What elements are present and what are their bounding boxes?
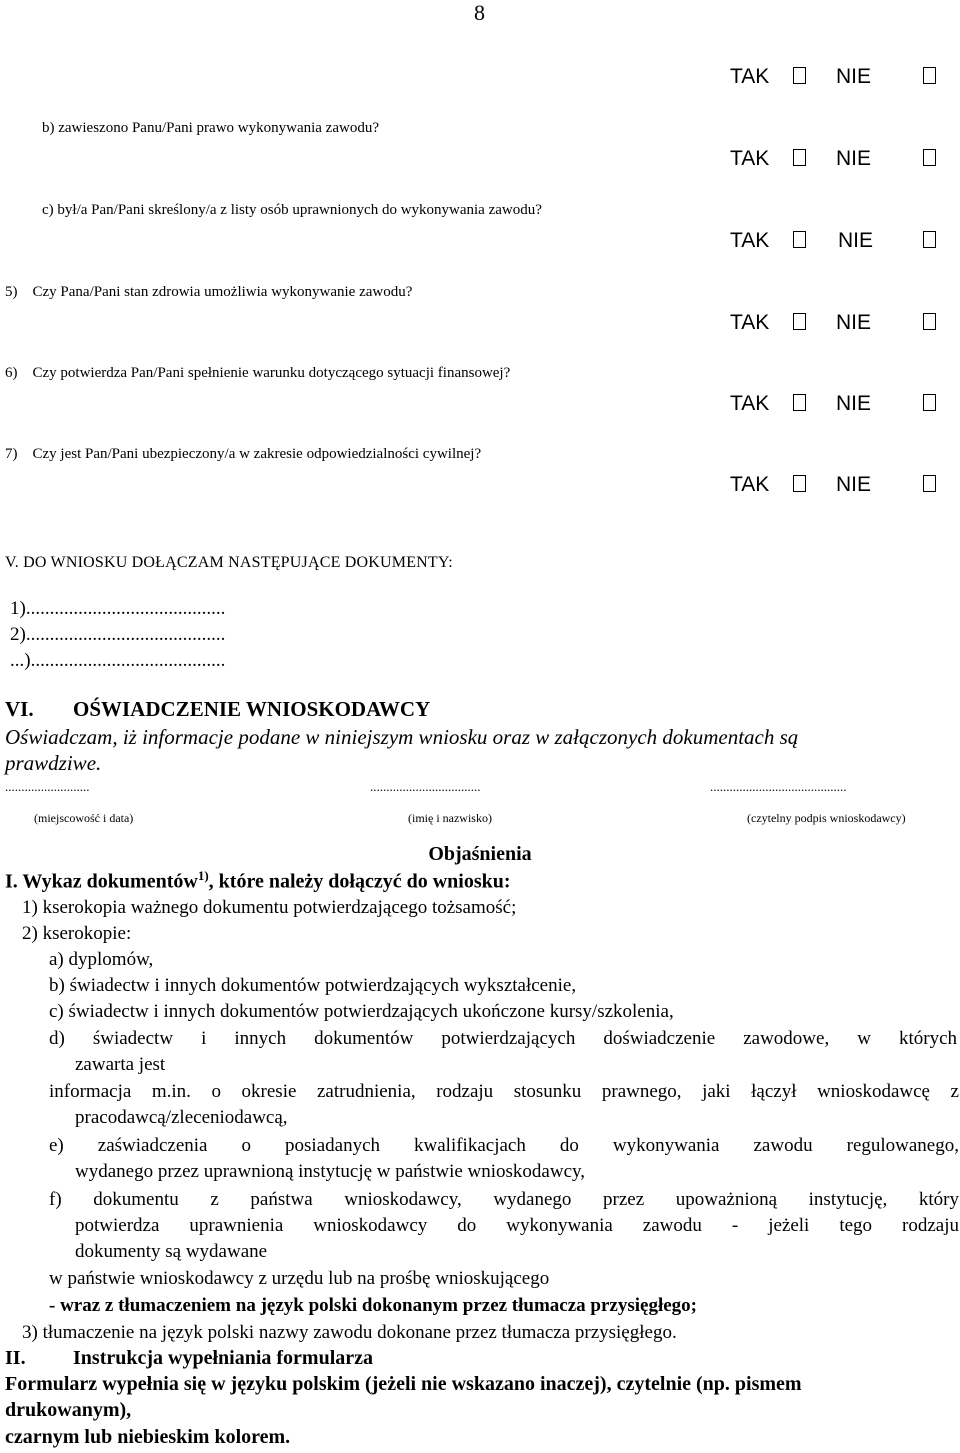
caption-place-date: (miejscowość i data) bbox=[34, 811, 134, 825]
yes-checkbox[interactable] bbox=[793, 394, 806, 411]
item-2d-line-4: pracodawcą/zleceniodawcą, bbox=[75, 1107, 288, 1128]
yes-label: TAK bbox=[730, 65, 770, 88]
explanations-title: Objaśnienia bbox=[428, 843, 532, 865]
yes-label: TAK bbox=[730, 392, 770, 415]
item-2c: c) świadectw i innych dokumentów potwierdzających ukończone kursy/szkolenia, bbox=[49, 1001, 674, 1022]
no-label: NIE bbox=[835, 473, 871, 496]
question-7: 7) Czy jest Pan/Pani ubezpieczony/a w zakresie odpowiedzialności cywilnej? bbox=[5, 446, 482, 462]
item-2f-line-1: f) dokumentu z państwa wnioskodawcy, wydanego przez upoważnioną instytucję, który bbox=[49, 1189, 959, 1210]
instructions-number: II. bbox=[5, 1347, 26, 1369]
no-label: NIE bbox=[835, 147, 871, 170]
yes-no-row-4 bbox=[730, 311, 936, 335]
document-line-2[interactable]: 2).......................................... bbox=[10, 624, 226, 645]
documents-list-heading: I. Wykaz dokumentów$^{1)}$, które należy dołączyć do wniosku: bbox=[5, 868, 511, 893]
no-checkbox[interactable] bbox=[923, 67, 936, 84]
document-line-more[interactable]: ...)......................................... bbox=[10, 650, 226, 671]
item-2: 2) kserokopie: bbox=[22, 923, 132, 944]
question-6: 6) Czy potwierdza Pan/Pani spełnienie warunku dotyczącego sytuacji finansowej? bbox=[5, 365, 511, 381]
yes-label: TAK bbox=[730, 311, 770, 334]
yes-no-row-3 bbox=[730, 229, 936, 253]
yes-checkbox[interactable] bbox=[793, 231, 806, 248]
caption-signature: (czytelny podpis wnioskodawcy) bbox=[747, 811, 906, 825]
question-b: b) zawieszono Panu/Pani prawo wykonywania zawodu? bbox=[42, 120, 379, 136]
no-label: NIE bbox=[835, 311, 871, 334]
question-c: c) był/a Pan/Pani skreślony/a z listy osób uprawnionych do wykonywania zawodu? bbox=[42, 202, 542, 218]
yes-no-row-6 bbox=[730, 473, 936, 497]
yes-label: TAK bbox=[730, 473, 770, 496]
yes-label: TAK bbox=[730, 229, 770, 252]
no-label: NIE bbox=[835, 65, 871, 88]
signature-line[interactable]: .......................................... bbox=[710, 779, 847, 794]
item-2f-line-3: dokumenty są wydawane bbox=[75, 1241, 268, 1262]
statement-line-1: Oświadczam, iż informacje podane w niniejszym wniosku oraz w załączonych dokumentach są bbox=[5, 725, 799, 749]
instructions-line-1: Formularz wypełnia się w języku polskim (jeżeli nie wskazano inaczej), czytelnie (np. pismem bbox=[5, 1373, 802, 1395]
document-line-1[interactable]: 1).......................................... bbox=[10, 598, 226, 619]
section-vi-number: VI. bbox=[5, 697, 34, 721]
question-5: 5) Czy Pana/Pani stan zdrowia umożliwia wykonywanie zawodu? bbox=[5, 284, 413, 300]
yes-checkbox[interactable] bbox=[793, 67, 806, 84]
item-2d-line-2: zawarta jest bbox=[75, 1054, 166, 1075]
section-v-heading: V. DO WNIOSKU DOŁĄCZAM NASTĘPUJĄCE DOKUMENTY: bbox=[5, 554, 453, 571]
no-checkbox[interactable] bbox=[923, 313, 936, 330]
no-checkbox[interactable] bbox=[923, 231, 936, 248]
no-checkbox[interactable] bbox=[923, 475, 936, 492]
item-2e-line-1: e) zaświadczenia o posiadanych kwalifikacjach do wykonywania zawodu regulowanego, bbox=[49, 1135, 959, 1156]
item-3: 3) tłumaczenie na język polski nazwy zawodu dokonane przez tłumacza przysięgłego. bbox=[22, 1322, 677, 1343]
no-checkbox[interactable] bbox=[923, 394, 936, 411]
no-label: NIE bbox=[837, 229, 873, 252]
no-label: NIE bbox=[835, 392, 871, 415]
yes-no-row-2 bbox=[730, 147, 936, 171]
yes-checkbox[interactable] bbox=[793, 475, 806, 492]
place-date-line[interactable]: .......................... bbox=[5, 779, 90, 794]
no-checkbox[interactable] bbox=[923, 149, 936, 166]
item-2f-line-2: potwierdza uprawnienia wnioskodawcy do wykonywania zawodu - jeżeli tego rodzaju bbox=[75, 1215, 959, 1236]
item-2f-line-4: w państwie wnioskodawcy z urzędu lub na prośbę wnioskującego bbox=[49, 1268, 550, 1289]
item-2-translation-note: - wraz z tłumaczeniem na język polski dokonanym przez tłumacza przysięgłego; bbox=[49, 1295, 698, 1316]
section-vi-heading: OŚWIADCZENIE WNIOSKODAWCY bbox=[73, 697, 431, 721]
item-1: 1) kserokopia ważnego dokumentu potwierdzającego tożsamość; bbox=[22, 897, 517, 918]
yes-no-row-5 bbox=[730, 392, 936, 416]
instructions-heading: Instrukcja wypełniania formularza bbox=[73, 1347, 373, 1369]
caption-name: (imię i nazwisko) bbox=[408, 811, 492, 825]
item-2b: b) świadectw i innych dokumentów potwierdzających wykształcenie, bbox=[49, 975, 577, 996]
yes-label: TAK bbox=[730, 147, 770, 170]
page-number: 8 bbox=[474, 0, 485, 25]
item-2a: a) dyplomów, bbox=[49, 949, 154, 970]
item-2d-line-1: d) świadectw i innych dokumentów potwierdzających doświadczenie zawodowe, w których bbox=[49, 1028, 957, 1049]
name-line[interactable]: .................................. bbox=[370, 779, 481, 794]
statement-line-2: prawdziwe. bbox=[5, 751, 102, 775]
yes-no-row-1 bbox=[730, 65, 936, 89]
item-2e-line-2: wydanego przez uprawnioną instytucję w państwie wnioskodawcy, bbox=[75, 1161, 586, 1182]
yes-checkbox[interactable] bbox=[793, 149, 806, 166]
item-2d-line-3: informacja m.in. o okresie zatrudnienia, rodzaju stosunku prawnego, jaki łączył wnioskodawcę z bbox=[49, 1081, 959, 1102]
instructions-line-3: czarnym lub niebieskim kolorem. bbox=[5, 1426, 291, 1448]
yes-checkbox[interactable] bbox=[793, 313, 806, 330]
instructions-line-2: drukowanym), bbox=[5, 1399, 132, 1421]
